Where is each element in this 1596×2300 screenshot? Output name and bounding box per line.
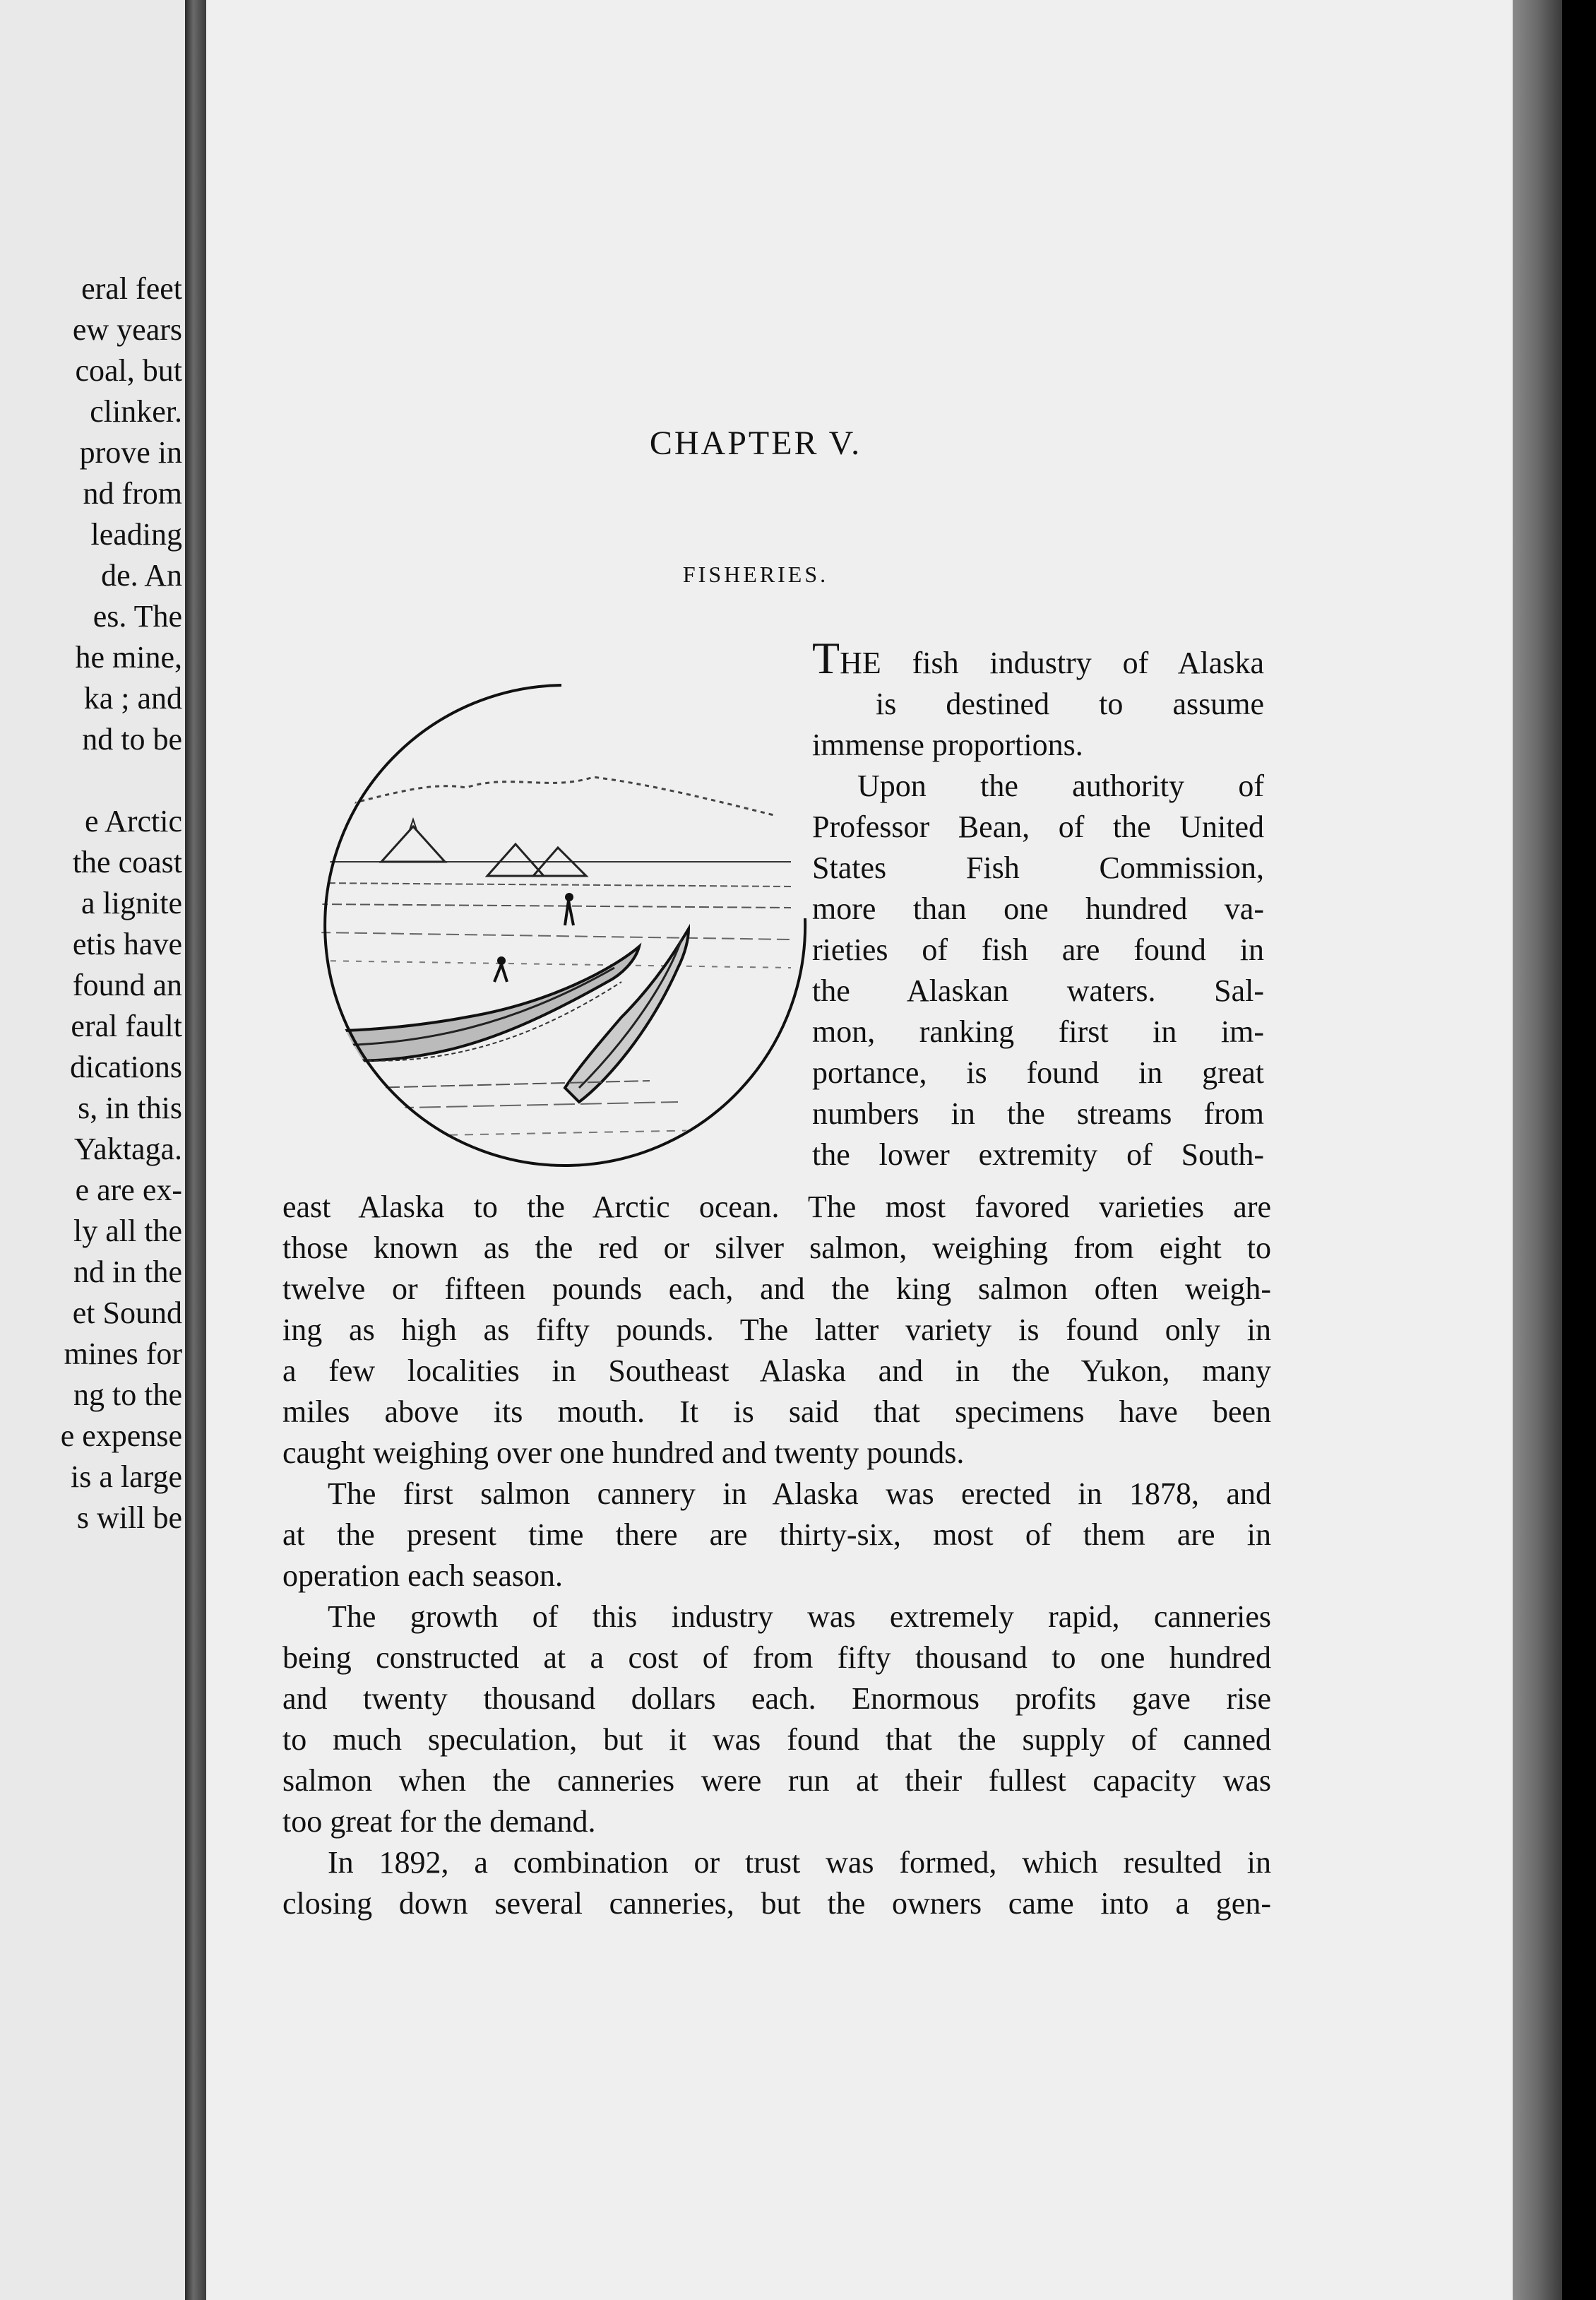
left-line: found an [72,968,182,1002]
left-page [0,0,185,2300]
text-line: The first salmon cannery in Alaska was erected in 1878, and [328,1476,1271,1511]
text-line: too great for the demand. [282,1804,596,1839]
text-line: salmon when the canneries were run at their fullest capacity was [282,1763,1271,1798]
text-line [812,633,1264,684]
left-line: etis have [72,927,182,961]
left-line: dications [70,1050,182,1084]
text-line: to much speculation, but it was found that the supply of canned [282,1722,1271,1757]
left-line: mines for [64,1336,182,1371]
left-line: s, in this [78,1091,182,1125]
text-line: east Alaska to the Arctic ocean. The most favored varieties are [282,1190,1271,1224]
left-line: clinker. [90,394,182,429]
text-line: numbers in the streams from [812,1096,1264,1131]
left-line: nd in the [73,1255,182,1289]
text-line: being constructed at a cost of from fifty thousand to one hundred [282,1640,1271,1675]
wrapped-paragraph [812,633,1264,1175]
text-line: immense proportions. [812,728,1083,762]
left-line: is a large [70,1459,182,1494]
left-line: eral fault [71,1009,182,1043]
tent-icon [381,819,445,862]
left-line: he mine, [75,640,182,675]
text-line: ing as high as fifty pounds. The latter variety is found only in [282,1312,1271,1347]
text-line: The growth of this industry was extremely rapid, canneries [328,1599,1271,1634]
text-line: the Alaskan waters. Sal- [812,973,1264,1008]
text-line: those known as the red or silver salmon, weighing from eight to [282,1231,1271,1265]
left-line: nd from [83,476,182,511]
left-line: s will be [76,1500,182,1535]
text-line: more than one hundred va- [812,891,1264,926]
text-line: miles above its mouth. It is said that specimens have been [282,1394,1271,1429]
text-line: mon, ranking first in im- [812,1014,1264,1049]
left-line: nd to be [82,722,182,757]
text-line: Professor Bean, of the United [812,810,1264,844]
left-line: coal, but [75,353,182,388]
left-line: et Sound [72,1296,182,1330]
left-line: a lignite [81,886,182,920]
text-line: the lower extremity of South- [812,1137,1264,1172]
left-line: ly all the [73,1214,182,1248]
left-line: e are ex- [75,1173,182,1207]
text-line: portance, is found in great [812,1055,1264,1090]
text-line: is destined to assume [876,687,1264,721]
left-paragraph-gap [0,760,182,801]
text-line: operation each season. [282,1558,564,1593]
chapter-title: CHAPTER V. [649,425,862,462]
text-line: States Fish Commission, [812,850,1264,885]
body-text [282,1187,1271,1924]
text-line: twelve or fifteen pounds each, and the king salmon often weigh- [282,1271,1271,1306]
left-line: the coast [72,845,182,879]
left-line: prove in [79,435,182,470]
text-line: In 1892, a combination or trust was formed, which resulted in [328,1845,1271,1880]
left-line: de. An [101,558,182,593]
text-line: rieties of fish are found in [812,932,1264,967]
text-line: a few localities in Southeast Alaska and in the Yukon, many [282,1353,1271,1388]
book-page-edge [1513,0,1562,2300]
tent-icon [487,844,586,876]
left-line: es. The [93,599,182,634]
canoe-vignette-illustration [282,650,833,1201]
left-line: leading [90,517,182,552]
left-line: ka ; and [83,681,182,716]
left-line: ng to the [73,1377,182,1412]
text-line: Upon the authority of [857,769,1264,803]
left-line: ew years [72,312,182,347]
book-gutter [185,0,206,2300]
left-line: eral feet [81,271,182,306]
left-line: e Arctic [84,804,182,838]
text-line: caught weighing over one hundred and twenty pounds. [282,1435,965,1470]
text-line: at the present time there are thirty-six, most of them are in [282,1517,1271,1552]
drop-cap: T [812,633,840,683]
text-line-content: HE fish industry of Alaska [840,646,1264,680]
left-line: e expense [60,1418,182,1453]
section-title: FISHERIES. [682,562,829,587]
left-line: Yaktaga. [73,1132,182,1166]
text-line: closing down several canneries, but the owners came into a gen- [282,1886,1271,1921]
text-line: and twenty thousand dollars each. Enormous profits gave rise [282,1681,1271,1716]
